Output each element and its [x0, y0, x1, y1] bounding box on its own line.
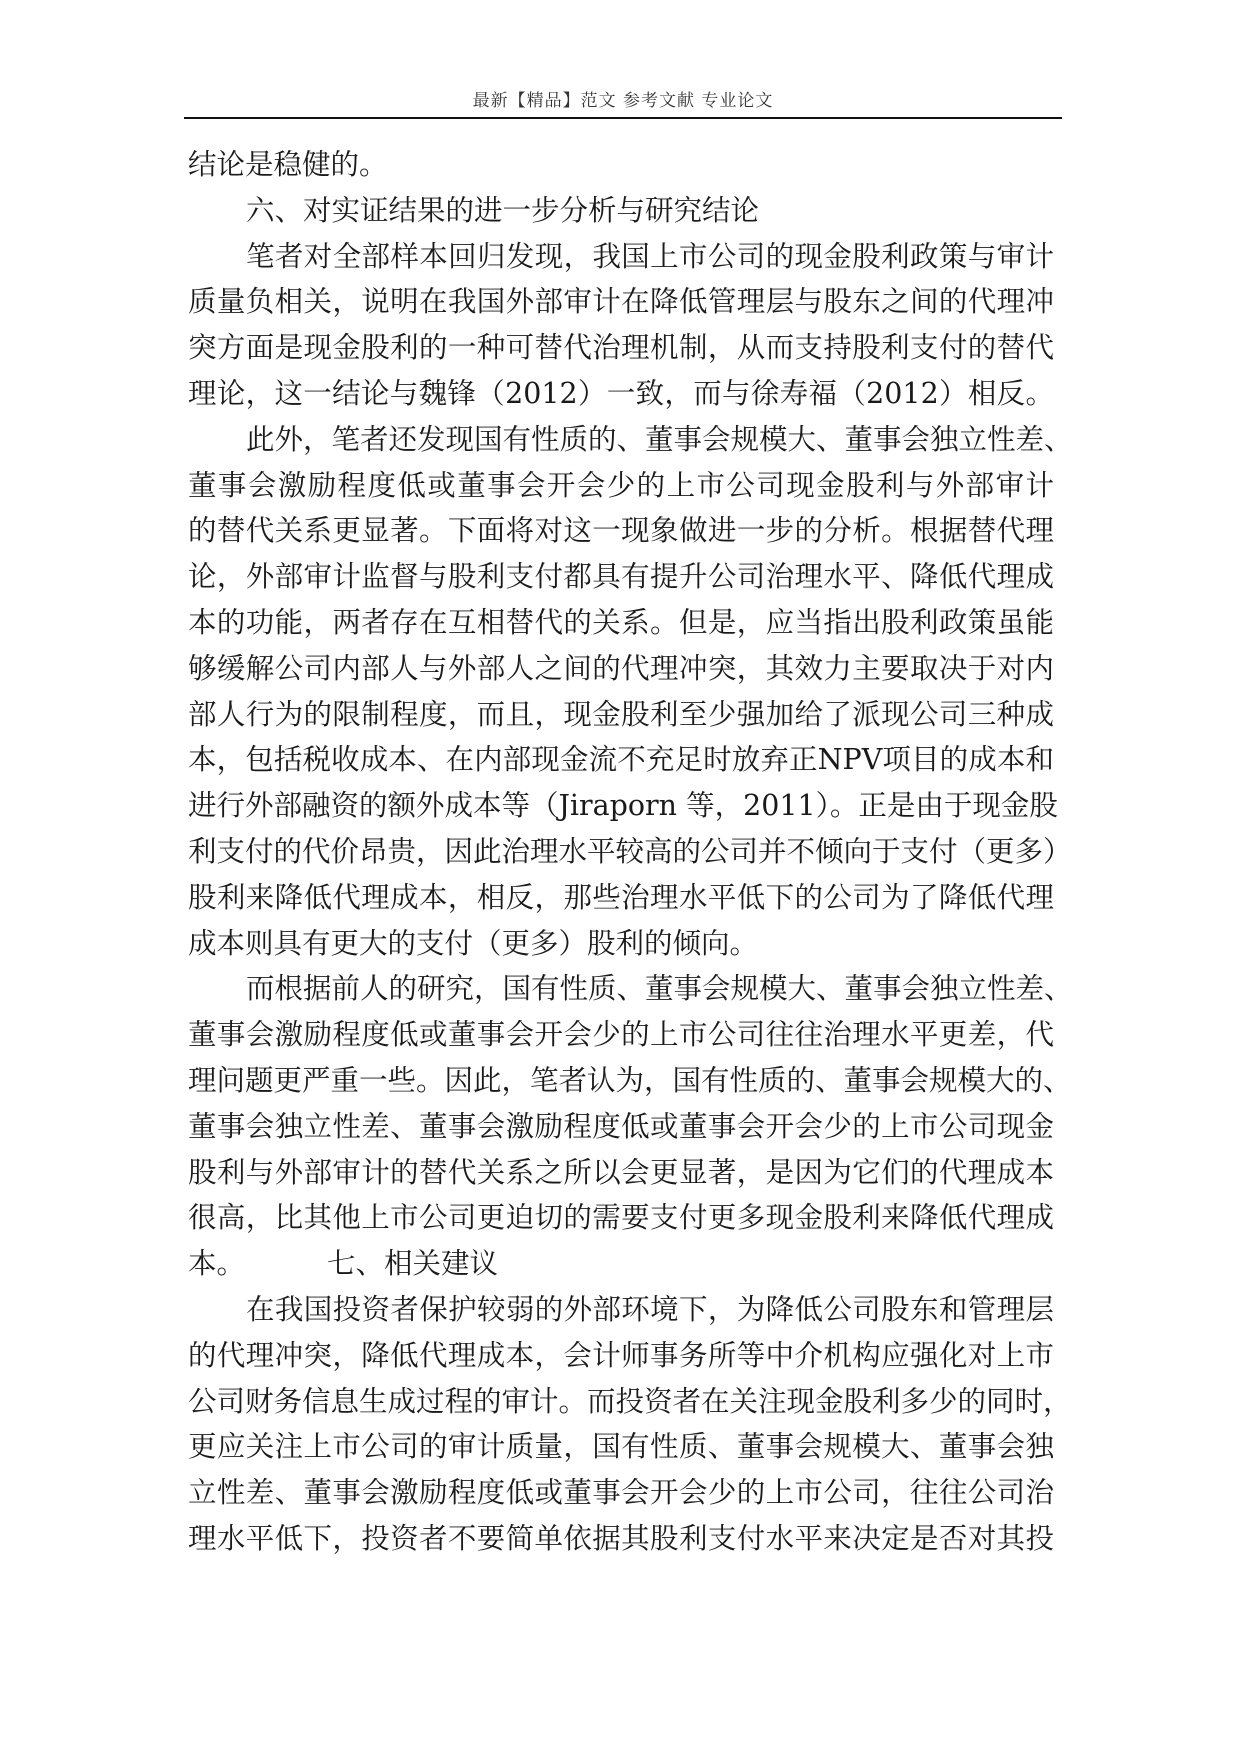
body-line: 够缓解公司内部人与外部人之间的代理冲突，其效力主要取决于对内 [188, 651, 1054, 685]
body-line: 股利与外部审计的替代关系之所以会更显著，是因为它们的代理成本 [188, 1155, 1054, 1189]
body-line-end: 本。 [188, 1247, 246, 1281]
body-line: 笔者对全部样本回归发现，我国上市公司的现金股利政策与审计 [246, 239, 1054, 273]
body-line: 很高，比其他上市公司更迫切的需要支付更多现金股利来降低代理成 [188, 1201, 1054, 1235]
body-line: 理论，这一结论与魏锋（2012）一致，而与徐寿福（2012）相反。 [188, 376, 1054, 410]
page-header: 最新【精品】范文 参考文献 专业论文 [472, 91, 774, 111]
body-line: 理水平低下，投资者不要简单依据其股利支付水平来决定是否对其投 [188, 1521, 1054, 1555]
body-line: 更应关注上市公司的审计质量，国有性质、董事会规模大、董事会独 [188, 1430, 1054, 1464]
body-line: 董事会激励程度低或董事会开会少的上市公司现金股利与外部审计 [188, 468, 1054, 502]
section-heading: 七、相关建议 [327, 1247, 499, 1281]
body-line: 结论是稳健的。 [188, 148, 388, 181]
body-line: 董事会独立性差、董事会激励程度低或董事会开会少的上市公司现金 [188, 1109, 1054, 1143]
body-line: 在我国投资者保护较弱的外部环境下，为降低公司股东和管理层 [246, 1292, 1054, 1326]
body-line: 公司财务信息生成过程的审计。而投资者在关注现金股利多少的同时， [188, 1384, 1072, 1418]
body-line: 此外，笔者还发现国有性质的、董事会规模大、董事会独立性差、 [246, 422, 1073, 456]
body-line: 突方面是现金股利的一种可替代治理机制，从而支持股利支付的替代 [188, 331, 1054, 365]
body-line: 的代理冲突，降低代理成本，会计师事务所等中介机构应强化对上市 [188, 1338, 1054, 1372]
body-line: 论，外部审计监督与股利支付都具有提升公司治理水平、降低代理成 [188, 560, 1054, 594]
body-line: 成本则具有更大的支付（更多）股利的倾向。 [188, 926, 759, 960]
body-line: 理问题更严重一些。因此，笔者认为，国有性质的、董事会规模大的、 [188, 1063, 1072, 1097]
body-line: 利支付的代价昂贵，因此治理水平较高的公司并不倾向于支付（更多） [188, 834, 1072, 868]
body-line-with-heading [188, 1241, 1054, 1287]
body-line: 部人行为的限制程度，而且，现金股利至少强加给了派现公司三种成 [188, 697, 1054, 731]
body-line: 董事会激励程度低或董事会开会少的上市公司往往治理水平更差，代 [188, 1018, 1054, 1052]
header-divider [184, 117, 1062, 119]
body-line: 立性差、董事会激励程度低或董事会开会少的上市公司，往往公司治 [188, 1476, 1054, 1510]
body-line: 而根据前人的研究，国有性质、董事会规模大、董事会独立性差、 [246, 972, 1073, 1006]
document-body [188, 142, 1073, 1562]
body-line: 股利来降低代理成本，相反，那些治理水平低下的公司为了降低代理 [188, 880, 1054, 914]
body-line: 本，包括税收成本、在内部现金流不充足时放弃正NPV项目的成本和 [188, 743, 1054, 777]
body-line: 本的功能，两者存在互相替代的关系。但是，应当指出股利政策虽能 [188, 605, 1054, 639]
body-line: 质量负相关，说明在我国外部审计在降低管理层与股东之间的代理冲 [188, 285, 1054, 319]
section-heading: 六、对实证结果的进一步分析与研究结论 [246, 193, 760, 227]
body-line: 的替代关系更显著。下面将对这一现象做进一步的分析。根据替代理 [188, 514, 1054, 548]
body-line: 进行外部融资的额外成本等（Jiraporn 等，2011）。正是由于现金股 [188, 789, 1058, 823]
